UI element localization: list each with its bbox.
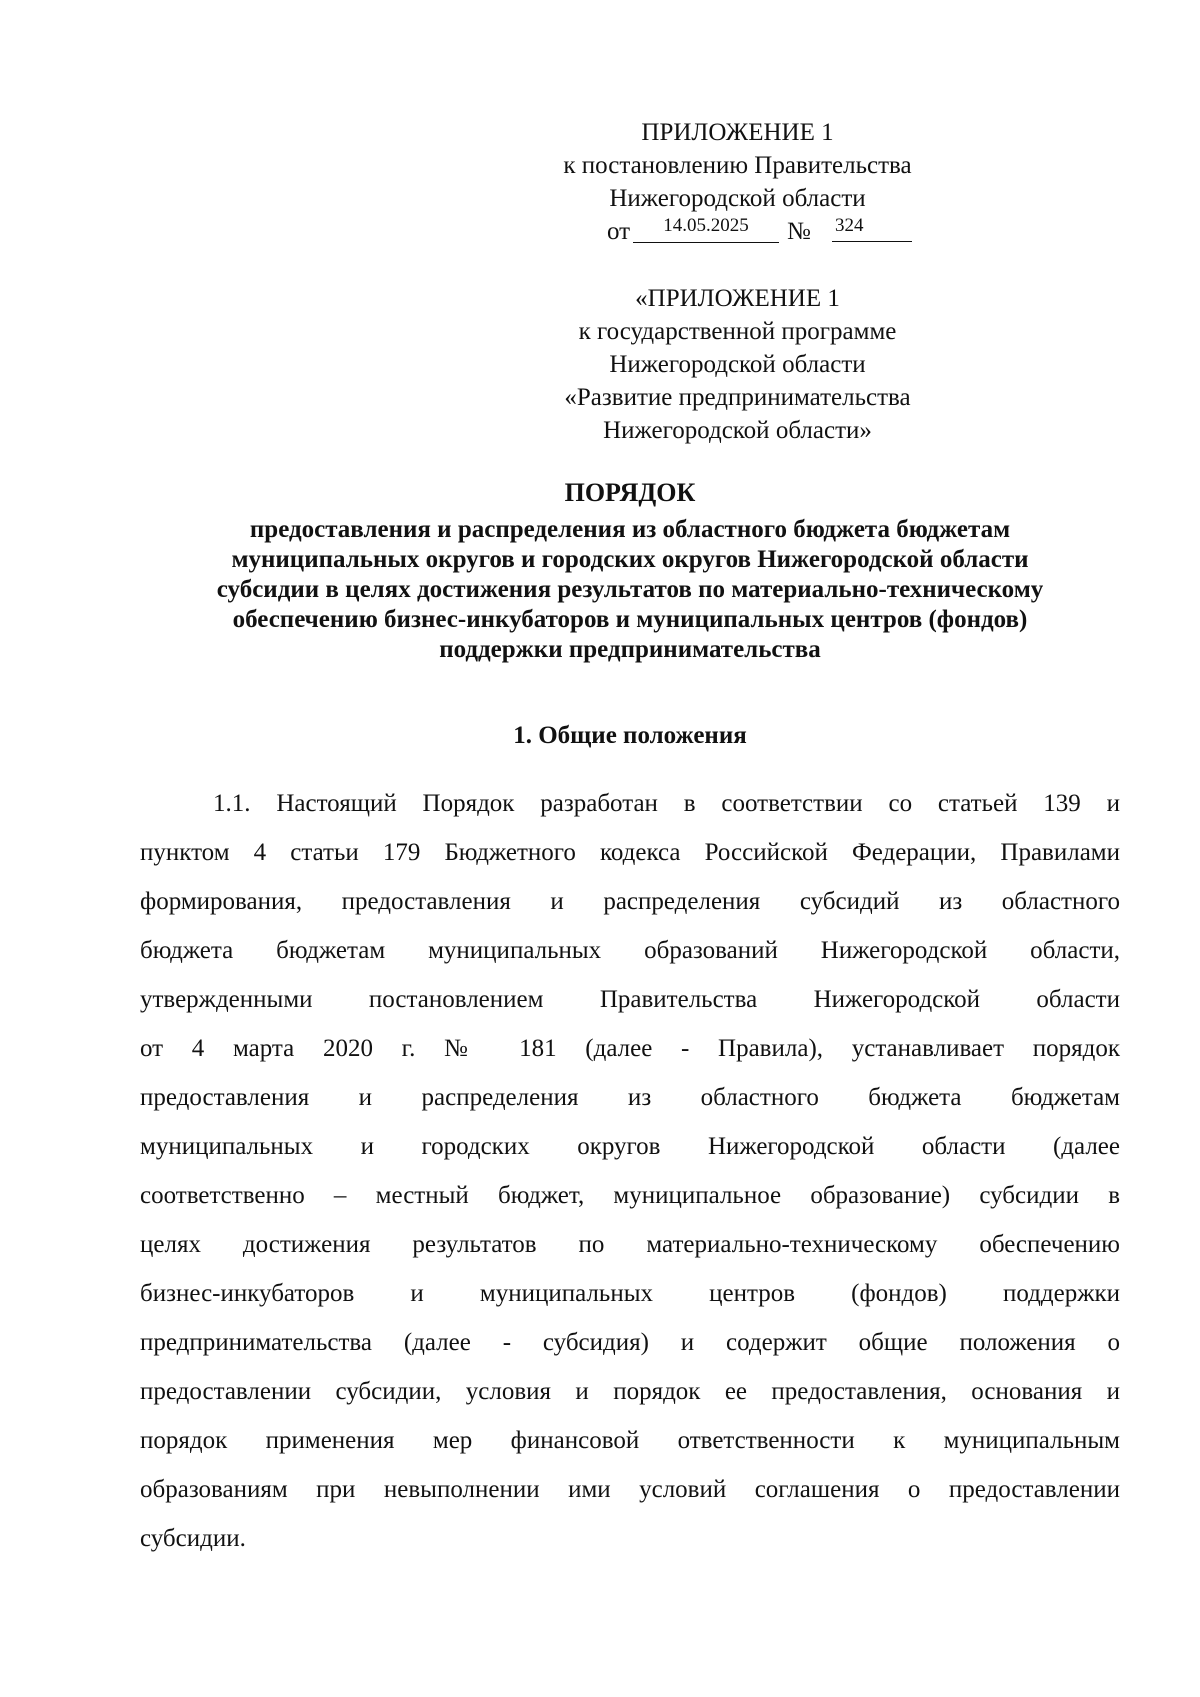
document-title-line: субсидии в целях достижения результатов по материально-техническому — [216, 576, 1044, 603]
paragraph-line: бюджета бюджетам муниципальных образований Нижегородской области, — [140, 937, 1120, 964]
paragraph-line: формирования, предоставления и распределения субсидий из областного — [140, 888, 1120, 915]
document-title-line: муниципальных округов и городских округов Нижегородской области — [231, 546, 1029, 573]
program-appendix-header — [545, 282, 930, 447]
section-paragraph — [140, 779, 1120, 1563]
approval-title: ПРИЛОЖЕНИЕ 1 — [641, 119, 834, 146]
document-title-line: поддержки предпринимательства — [439, 636, 821, 663]
number-sign: № — [787, 218, 811, 245]
paragraph-line: от 4 марта 2020 г. № 181 (далее - Правила), устанавливает порядок — [140, 1035, 1120, 1062]
program-appendix-line-4: Нижегородской области» — [603, 417, 872, 444]
paragraph-line: предпринимательства (далее - субсидия) и содержит общие положения о — [140, 1329, 1120, 1356]
date-prefix: от — [607, 218, 631, 245]
program-appendix-title: «ПРИЛОЖЕНИЕ 1 — [635, 285, 840, 312]
paragraph-line: предоставления и распределения из областного бюджета бюджетам — [140, 1084, 1120, 1111]
document-title — [140, 478, 1120, 665]
approval-line-2: Нижегородской области — [609, 185, 866, 212]
program-appendix-line-3: «Развитие предпринимательства — [564, 384, 911, 411]
approval-header — [545, 116, 930, 248]
paragraph-line: порядок применения мер финансовой ответственности к муниципальным — [140, 1427, 1120, 1454]
program-appendix-line-1: к государственной программе — [578, 318, 897, 345]
paragraph-line: пунктом 4 статьи 179 Бюджетного кодекса Российской Федерации, Правилами — [140, 839, 1120, 866]
section-heading: 1. Общие положения — [513, 722, 747, 749]
paragraph-line: предоставлении субсидии, условия и порядок ее предоставления, основания и — [140, 1378, 1120, 1405]
approval-date: 14.05.2025 — [633, 215, 779, 243]
paragraph-line: субсидии. — [140, 1525, 246, 1552]
paragraph-line: образованиям при невыполнении ими условий соглашения о предоставлении — [140, 1476, 1120, 1503]
paragraph-line: 1.1. Настоящий Порядок разработан в соответствии со статьей 139 и — [213, 790, 1120, 817]
document-title-line: предоставления и распределения из областного бюджета бюджетам — [249, 516, 1011, 543]
approval-line-1: к постановлению Правительства — [563, 152, 912, 179]
paragraph-line: муниципальных и городских округов Нижегородской области (далее — [140, 1133, 1120, 1160]
document-title-line: обеспечению бизнес-инкубаторов и муниципальных центров (фондов) — [232, 606, 1028, 633]
approval-number: 324 — [832, 215, 912, 242]
document-title-main: ПОРЯДОК — [564, 478, 696, 507]
paragraph-line: утвержденными постановлением Правительства Нижегородской области — [140, 986, 1120, 1013]
paragraph-line: целях достижения результатов по материально-техническому обеспечению — [140, 1231, 1120, 1258]
paragraph-line: соответственно – местный бюджет, муниципальное образование) субсидии в — [140, 1182, 1120, 1209]
program-appendix-line-2: Нижегородской области — [609, 351, 866, 378]
paragraph-line: бизнес-инкубаторов и муниципальных центров (фондов) поддержки — [140, 1280, 1120, 1307]
approval-date-line — [545, 215, 930, 248]
